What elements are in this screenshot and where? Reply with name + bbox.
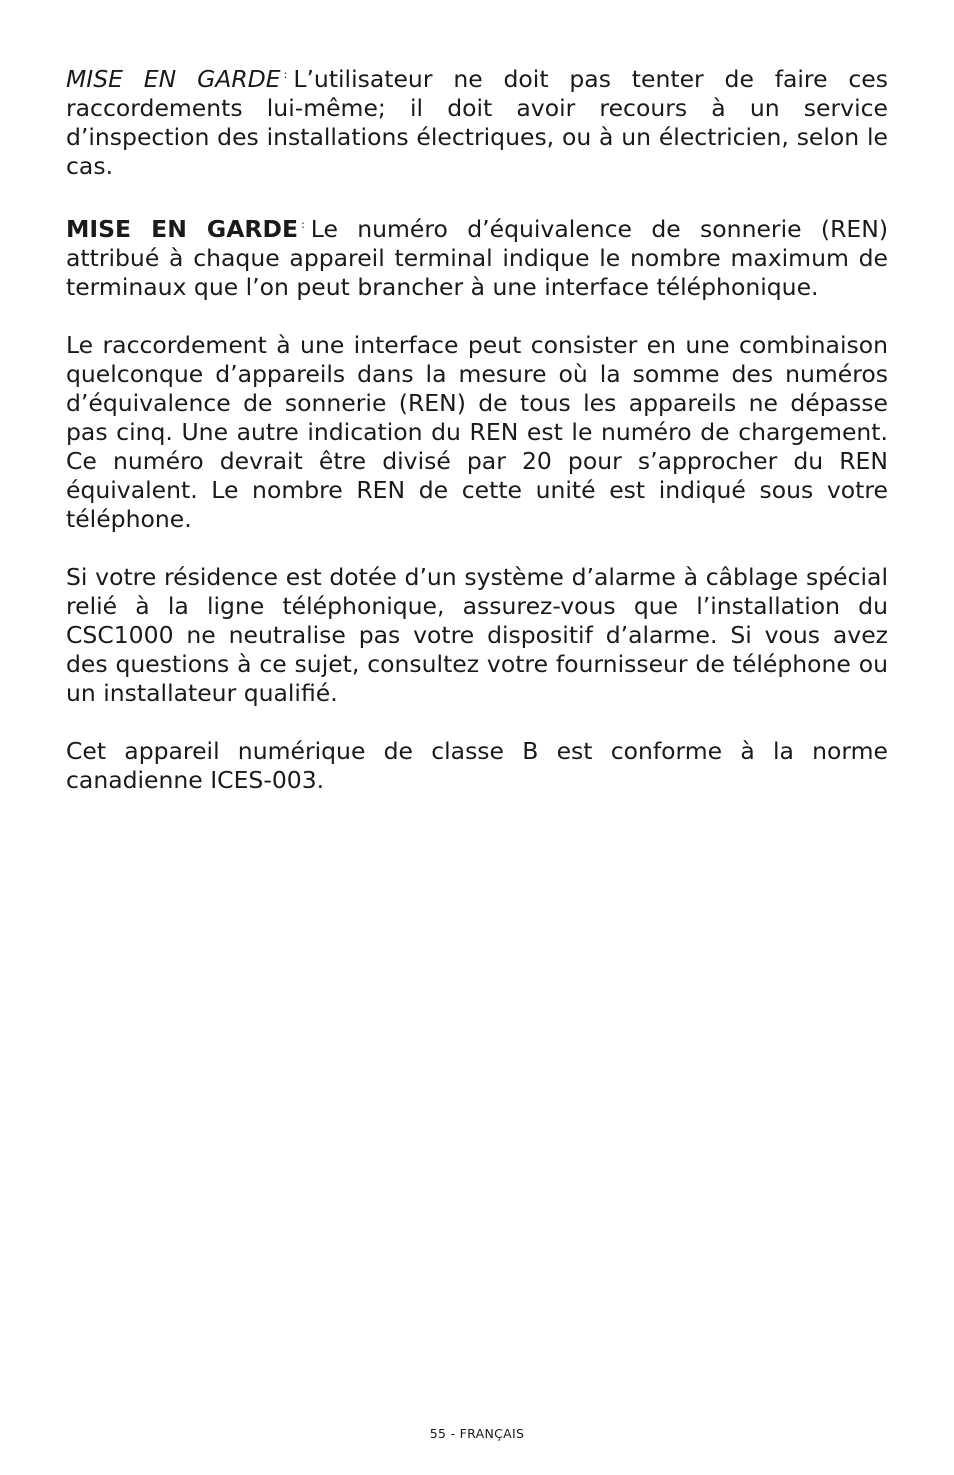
warning-paragraph-ren: [66, 210, 888, 302]
warning-text: Le numéro d’équivalence de sonnerie (REN) attribué à chaque appareil terminal indique le nombre maximum de terminaux que l’on peut brancher à une interface téléphonique.: [66, 215, 888, 301]
paragraph-ren-details: Le raccordement à une interface peut consister en une combinaison quelconque d’appareils dans la mesure où la somme des numéros d’équivalence de sonnerie (REN) de tous les appareils ne dépasse pas cinq. Une autre indication du REN est le numéro de chargement. Ce numéro devrait être divisé par 20 pour s’approcher du REN équivalent. Le nombre REN de cette unité est indiqué sous votre téléphone.: [66, 331, 888, 533]
warning-text: L’utilisateur ne doit pas tenter de faire ces raccordements lui-même; il doit avoir recours à un service d’inspection des installations électriques, ou à un électricien, selon le cas.: [66, 65, 888, 180]
paragraph-alarm-system: Si votre résidence est dotée d’un système d’alarme à câblage spécial relié à la ligne téléphonique, assurez-vous que l’installation du CSC1000 ne neutralise pas votre dispositif d’alarme. Si vous avez des questions à ce sujet, consultez votre fournisseur de téléphone ou un installateur qualifié.: [66, 563, 888, 707]
warning-colon: :: [301, 218, 305, 231]
warning-colon: :: [283, 68, 288, 81]
warning-label: MISE EN GARDE: [66, 215, 299, 243]
warning-paragraph-installation: [66, 60, 888, 181]
warning-label: MISE EN GARDE: [66, 65, 281, 93]
document-body: [66, 60, 888, 824]
paragraph-ices-compliance: Cet appareil numérique de classe B est conforme à la norme canadienne ICES-003.: [66, 737, 888, 794]
page-number-footer: 55 - FRANÇAIS: [429, 1426, 525, 1441]
